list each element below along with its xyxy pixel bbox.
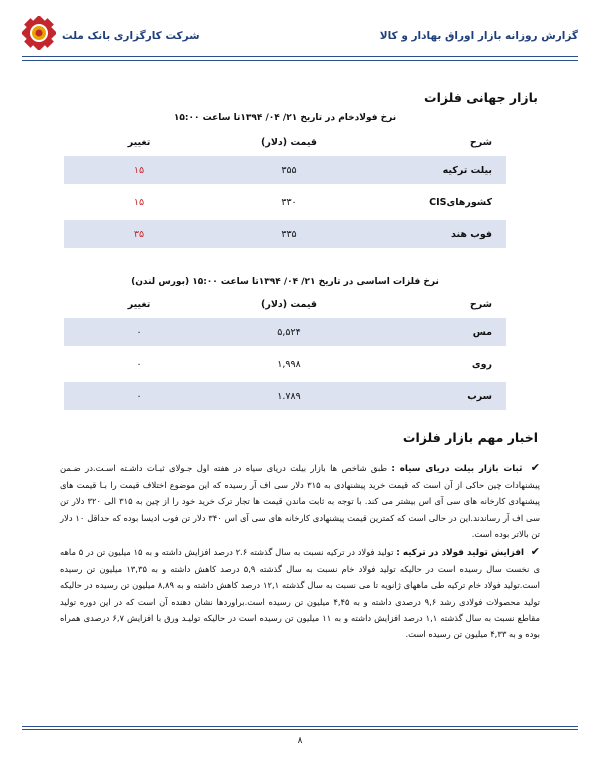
cell-change: ۱۵ xyxy=(133,196,145,208)
table-row xyxy=(64,350,506,378)
news-item-body: تولید فولاد در ترکیه نسبت به سال گذشته ۲.۶ درصد افزایش داشته و به ۱۵ میلیون تن در ۵ ماهه ی نخست سال رسیده است در حالیکه تولید فولاد خام نسبت به سال گذشته ۵,۹ درصد کاهش داشته و به ۱۳,۳۵ میلیون تن رسیده است.تولید فولاد خام ترکیه طی ماههای ژانویه تا می نسبت به سال گذشته ۱۲,۱ درصد کاهش داشته و به ۸,۸۹ میلیون تن رسیده در حالیکه تولید محصولات فولادی رشد ۹,۶ درصدی داشته و به ۴,۴۵ میلیون تن رسیده است.براوردها نشان دهنده آن است که در این دوره تولید مقاطع نسبت به سال گذشته ۱,۱ درصد افزایش داشته و به ۱۱ میلیون تن رسیده است در حالیکه تولیـد ورق با افزایش ۶,۷ درصدی همراه بوده و به ۴,۳۳ میلیون تن رسیده است. xyxy=(60,547,541,640)
cell-change: ۰ xyxy=(64,318,214,346)
table-row xyxy=(64,156,506,184)
cell-desc: فوب هند xyxy=(364,220,506,248)
cell-change: ۳۵ xyxy=(64,220,214,248)
cell-desc: بیلت ترکیه xyxy=(364,156,506,184)
base-metals-table-caption: نرخ فلزات اساسی در تاریخ ۲۱/ ۰۴/ ۱۳۹۴تا ساعت ۱۵:۰۰ (بورس لندن) xyxy=(131,277,439,287)
steel-table-caption: نرخ فولادخام در تاریخ ۲۱/ ۰۴/ ۱۳۹۴تا ساعت ۱۵:۰۰ xyxy=(173,113,397,123)
column-header-desc: شرح xyxy=(469,298,492,310)
table-header-row xyxy=(64,128,506,156)
news-list xyxy=(60,460,540,642)
table-row xyxy=(64,382,506,410)
table-row xyxy=(64,318,506,346)
report-title: گزارش روزانه بازار اوراق بهادار و کالا xyxy=(379,30,578,42)
header-divider xyxy=(22,56,578,57)
base-metals-price-table xyxy=(64,290,506,410)
checkmark-icon: ✔ xyxy=(530,461,540,474)
section-title-metal-news: اخبار مهم بازار فلزات xyxy=(402,430,538,445)
cell-desc: روی xyxy=(471,358,492,370)
bank-mellat-logo-icon xyxy=(22,16,56,50)
cell-price: ۳۵۵ xyxy=(214,156,364,184)
cell-desc: سرب xyxy=(364,382,506,410)
cell-price: ۱.۷۸۹ xyxy=(214,382,364,410)
cell-price: ۵,۵۲۴ xyxy=(214,318,364,346)
news-item-lead: ثبات بازار بیلت دریای سیاه : xyxy=(391,464,523,474)
steel-price-table xyxy=(64,128,506,248)
table-row xyxy=(64,188,506,216)
cell-change: ۰ xyxy=(64,382,214,410)
cell-desc: مس xyxy=(364,318,506,346)
column-header-change: تغییر xyxy=(127,298,151,310)
news-item xyxy=(60,460,540,542)
cell-price: ۱,۹۹۸ xyxy=(277,358,301,370)
cell-change: ۱۵ xyxy=(64,156,214,184)
cell-desc: کشورهایCIS xyxy=(429,196,492,208)
column-header-price: قیمت (دلار) xyxy=(261,136,317,148)
column-header-price: قیمت (دلار) xyxy=(261,298,317,310)
company-name: شرکت کارگزاری بانک ملت xyxy=(62,30,200,42)
column-header-desc: شرح xyxy=(469,136,492,148)
footer-divider-thin xyxy=(22,729,578,730)
cell-price: ۳۳۰ xyxy=(281,196,297,208)
column-header-change: تغییر xyxy=(127,136,151,148)
section-title-global-metals: بازار جهانی فلزات xyxy=(424,90,538,105)
checkmark-icon: ✔ xyxy=(530,545,540,559)
news-item xyxy=(60,544,540,642)
cell-price: ۳۳۵ xyxy=(214,220,364,248)
table-row xyxy=(64,220,506,248)
page-number: ۸ xyxy=(297,736,303,746)
header-divider-thin xyxy=(22,60,578,61)
footer-divider xyxy=(22,726,578,727)
cell-change: ۰ xyxy=(136,358,142,370)
table-header-row xyxy=(64,290,506,318)
news-item-lead: افزایش تولید فولاد در ترکیه : xyxy=(396,548,525,559)
news-item-body: طبق شاخص ها بازار بیلت دریای سیاه در هفته اول جـولای ثبـات داشـته اسـت.در ضـمن پیشنهادات چین حاکی از آن است که قیمت خرید پیشنهادی به ۳۱۵ دلار سی اف آر رسیده که این موضوع اختلاف قیمت را بـا قیمت های پیشنهادی کارخانه های سی آی اس بیشتر می کند. با توجه به ثابت ماندن قیمت ها تجار ترک خرید خود را از چین به ۳۱۵ الی ۳۲۰ دلار تن سی اف آر رساندند.این در حالی است که کمترین قیمت پیشنهادی کارخانه های سی آی اس ۳۴۰ دلار تن فوب ادیسا بوده که حداقل ۱۰ دلار تن بالاتر بوده است. xyxy=(60,463,540,539)
